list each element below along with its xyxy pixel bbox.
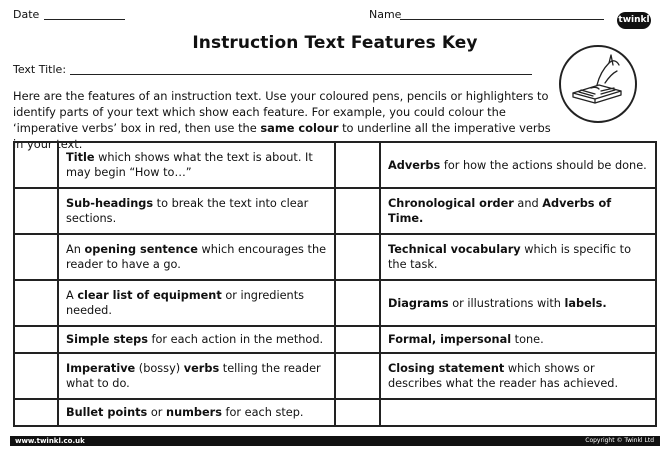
- features-table: [13, 141, 657, 427]
- footer-website[interactable]: www.twinkl.co.uk: [15, 437, 85, 445]
- colour-box[interactable]: [335, 399, 380, 426]
- feature-equipment-list: A clear list of equipment or ingredients needed.: [58, 280, 335, 326]
- colour-box[interactable]: [14, 188, 58, 234]
- colour-box[interactable]: [335, 142, 380, 188]
- date-field-line[interactable]: [44, 19, 125, 20]
- colour-box[interactable]: [335, 234, 380, 280]
- colour-box[interactable]: [14, 234, 58, 280]
- colour-box[interactable]: [14, 280, 58, 326]
- colour-box[interactable]: [335, 326, 380, 353]
- twinkl-logo: twinkl: [617, 12, 651, 29]
- table-row: [14, 353, 656, 399]
- name-field-line[interactable]: [400, 19, 604, 20]
- feature-closing-statement: Closing statement which shows or describes what the reader has achieved.: [380, 353, 656, 399]
- colour-box[interactable]: [335, 353, 380, 399]
- colour-box[interactable]: [14, 353, 58, 399]
- colour-box[interactable]: [335, 280, 380, 326]
- feature-opening-sentence: An opening sentence which encourages the reader to have a go.: [58, 234, 335, 280]
- child-reading-illustration: [559, 45, 637, 123]
- colour-box[interactable]: [14, 326, 58, 353]
- table-row: [14, 188, 656, 234]
- feature-technical-vocabulary: Technical vocabulary which is specific to the task.: [380, 234, 656, 280]
- feature-adverbs: Adverbs for how the actions should be done.: [380, 142, 656, 188]
- empty-cell: [380, 399, 656, 426]
- colour-box[interactable]: [335, 188, 380, 234]
- table-row: [14, 234, 656, 280]
- text-title-field-line[interactable]: [70, 74, 532, 75]
- feature-bullet-points: Bullet points or numbers for each step.: [58, 399, 335, 426]
- intro-paragraph: Here are the features of an instruction text. Use your coloured pens, pencils or highlighters to identify parts of your text which show each feature. For example, you could colour the ‘imperative verbs’ box in red, then use the same colour to underline all the imperative verbs in your text.: [13, 89, 551, 151]
- feature-sub-headings: Sub-headings to break the text into clear sections.: [58, 188, 335, 234]
- colour-box[interactable]: [14, 142, 58, 188]
- feature-diagrams: Diagrams or illustrations with labels.: [380, 280, 656, 326]
- reading-child-icon: [561, 47, 635, 121]
- colour-box[interactable]: [14, 399, 58, 426]
- feature-title: Title which shows what the text is about. It may begin “How to…”: [58, 142, 335, 188]
- text-title-label: Text Title:: [13, 63, 67, 76]
- table-row: [14, 326, 656, 353]
- footer-copyright: Copyright © Twinkl Ltd: [585, 437, 654, 444]
- table-row: [14, 399, 656, 426]
- footer-bar: [10, 436, 660, 446]
- table-row: [14, 280, 656, 326]
- name-label: Name: [369, 8, 402, 21]
- feature-chronological-order: Chronological order and Adverbs of Time.: [380, 188, 656, 234]
- page-title: Instruction Text Features Key: [192, 33, 478, 53]
- feature-formal-tone: Formal, impersonal tone.: [380, 326, 656, 353]
- feature-simple-steps: Simple steps for each action in the method.: [58, 326, 335, 353]
- feature-imperative-verbs: Imperative (bossy) verbs telling the reader what to do.: [58, 353, 335, 399]
- date-label: Date: [13, 8, 40, 21]
- table-row: [14, 142, 656, 188]
